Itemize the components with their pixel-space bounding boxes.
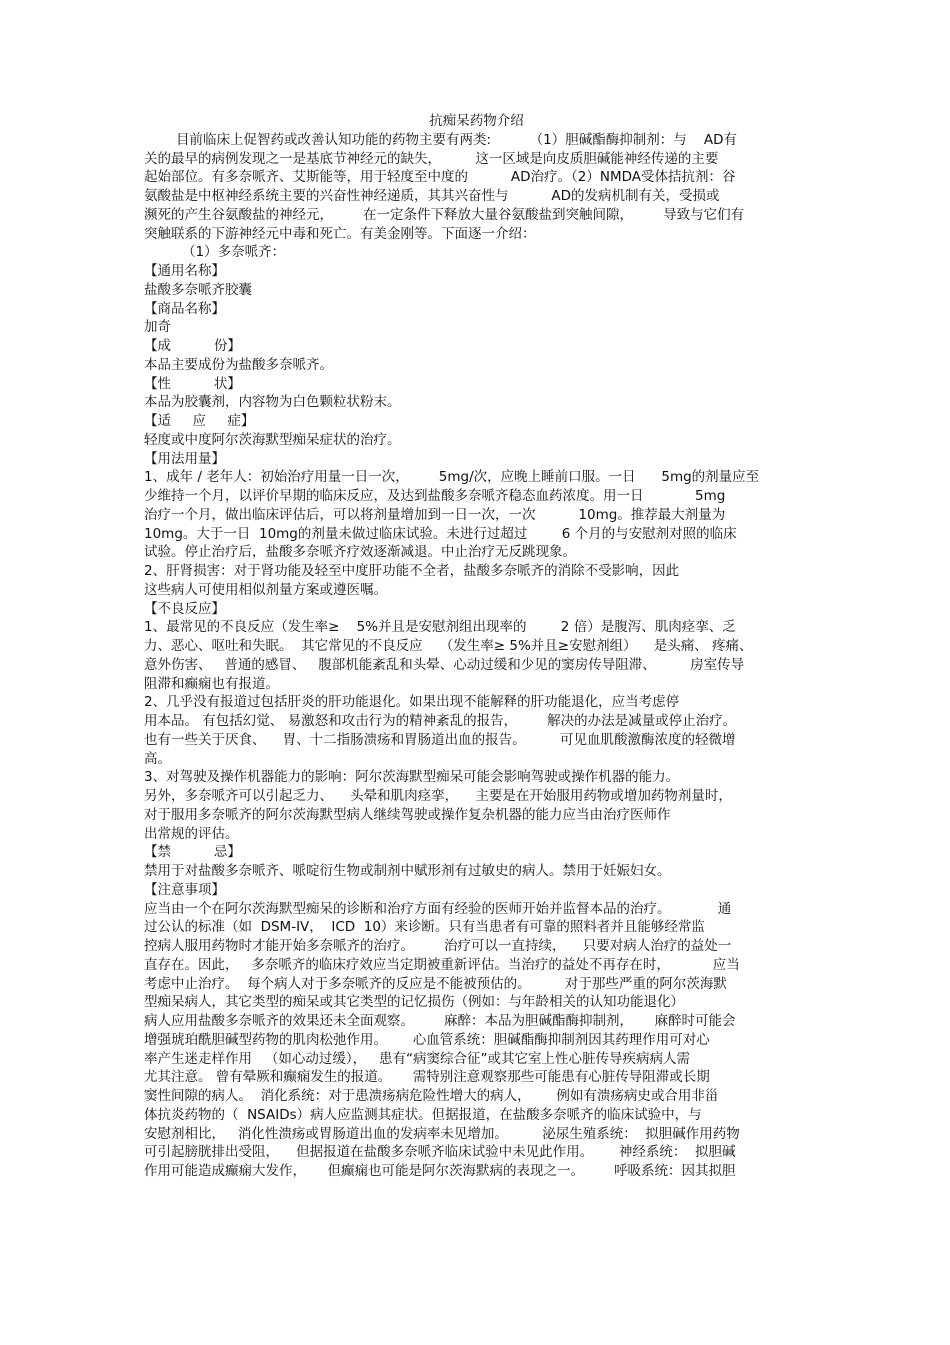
text-line: 突触联系的下游神经元中毒和死亡。有美金刚等。下面逐一介绍：	[144, 225, 536, 242]
text-line: 体抗炎药物的（ NSAIDs）病人应监测其症状。但据报道，在盐酸多奈哌齐的临床试验中，与	[144, 1106, 702, 1123]
document-title: 抗痴呆药物介绍	[429, 113, 524, 129]
text-line: 治疗一个月，做出临床评估后，可以将剂量增加到一日一次，一次 10mg。推荐最大剂量为	[144, 506, 726, 523]
text-line: 关的最早的病例发现之一是基底节神经元的缺失， 这一区域是向皮质胆碱能神经传递的主要	[144, 150, 719, 167]
section-subheading: （1）多奈哌齐：	[182, 244, 286, 261]
text-line: 2、肝肾损害：对于肾功能及轻至中度肝功能不全者，盐酸多奈哌齐的消除不受影响，因此	[144, 563, 680, 579]
text-line: 也有一些关于厌食、 胃、十二指肠溃疡和胃肠道出血的报告。 可见血肌酸激酶浓度的轻微增	[144, 731, 736, 748]
text-line: 过公认的标准（如 DSM-IV， ICD 10）来诊断。只有当患者有可靠的照料者并且能够经常监	[144, 919, 705, 936]
section-heading: 【成 份】	[144, 338, 241, 354]
document-body	[144, 112, 809, 1181]
text-line: 1、最常见的不良反应（发生率≥ 5%并且是安慰剂组出现率的 2 倍）是腹泻、肌肉痉挛、乏	[144, 619, 736, 636]
section-heading: 【适 应 症】	[144, 413, 255, 429]
text-line: 可引起膀胱排出受阻， 但据报道在盐酸多奈哌齐临床试验中未见此作用。 神经系统： 拟胆碱	[144, 1144, 736, 1161]
section-heading: 【注意事项】	[144, 881, 225, 898]
text-line: 用本品。 有包括幻觉、 易激怒和攻击行为的精神紊乱的报告， 解决的办法是减量或停止治疗。	[144, 713, 737, 729]
text-line: 出常规的评估。	[144, 825, 239, 842]
section-heading: 【禁 忌】	[144, 844, 241, 861]
text-line: 安慰剂相比， 消化性溃疡或胃肠道出血的发病率未见增加。 泌尿生殖系统： 拟胆碱作用药物	[144, 1125, 740, 1142]
text-line: 加奇	[144, 319, 171, 336]
text-line: 本品主要成份为盐酸多奈哌齐。	[144, 356, 333, 373]
text-line: 力、恶心、呕吐和失眠。 其它常见的不良反应 （发生率≥ 5%并且≥安慰剂组） 是头痛、 疼痛、	[144, 638, 753, 654]
text-line: 这些病人可使用相似剂量方案或遵医嘱。	[144, 581, 387, 598]
text-line: 盐酸多奈哌齐胶囊	[144, 281, 252, 298]
text-line: 另外，多奈哌齐可以引起乏力、 头晕和肌肉痉挛， 主要是在开始服用药物或增加药物剂量时，	[144, 788, 732, 804]
text-line: 型痴呆病人，其它类型的痴呆或其它类型的记忆损伤（例如：与年龄相关的认知功能退化）	[144, 994, 684, 1011]
section-heading: 【不良反应】	[144, 600, 225, 617]
section-heading: 【性 状】	[144, 375, 241, 392]
text-line: 濒死的产生谷氨酸盐的神经元， 在一定条件下释放大量谷氨酸盐到突触间隙， 导致与它们有	[144, 206, 745, 223]
text-line: 尤其注意。 曾有晕厥和癫痫发生的报道。 需特别注意观察那些可能患有心脏传导阻滞或长期	[144, 1069, 710, 1086]
text-line: 轻度或中度阿尔茨海默型痴呆症状的治疗。	[144, 431, 401, 448]
text-line: 窦性间隙的病人。 消化系统：对于患溃疡病危险性增大的病人， 例如有溃疡病史或合用非甾	[144, 1088, 719, 1104]
text-line: 增强琥珀酰胆碱型药物的肌肉松弛作用。 心血管系统：胆碱酯酶抑制剂因其药理作用可对心	[144, 1031, 710, 1048]
text-line: 禁用于对盐酸多奈哌齐、哌啶衍生物或制剂中赋形剂有过敏史的病人。禁用于妊娠妇女。	[144, 863, 671, 879]
text-line: 本品为胶囊剂，内容物为白色颗粒状粉末。	[144, 394, 401, 411]
section-heading: 【商品名称】	[144, 300, 225, 317]
section-heading: 【通用名称】	[144, 263, 225, 279]
text-line: 2、几乎没有报道过包括肝炎的肝功能退化。如果出现不能解释的肝功能退化，应当考虑停	[144, 694, 680, 711]
text-line: 率产生迷走样作用 （如心动过缓）， 患有“病窦综合征”或其它室上性心脏传导疾病病人需	[144, 1050, 690, 1067]
section-heading: 【用法用量】	[144, 450, 225, 467]
text-line: 起始部位。有多奈哌齐、艾斯能等，用于轻度至中度的 AD治疗。（2）NMDA受体拮抗剂：谷	[144, 169, 736, 186]
text-line: 试验。停止治疗后，盐酸多奈哌齐疗效逐渐减退。中止治疗无反跳现象。	[144, 544, 576, 561]
text-line: 目前临床上促智药或改善认知功能的药物主要有两类: （1）胆碱酯酶抑制剂：与 AD有	[176, 131, 738, 148]
text-line: 对于服用多奈哌齐的阿尔茨海默型病人继续驾驶或操作复杂机器的能力应当由治疗医师作	[144, 806, 671, 823]
text-line: 少维持一个月，以评价早期的临床反应，及达到盐酸多奈哌齐稳态血药浓度。用一日 5mg	[144, 488, 726, 504]
text-line: 10mg。大于一日 10mg的剂量未做过临床试验。未进行过超过 6 个月的与安慰剂对照的临床	[144, 525, 737, 542]
text-line: 高。	[144, 750, 171, 767]
text-line: 1、成年 / 老年人：初始治疗用量一日一次， 5mg/次，应晚上睡前口服。一日 5mg的剂量应至	[144, 469, 760, 486]
text-line: 3、对驾驶及操作机器能力的影响：阿尔茨海默型痴呆可能会影响驾驶或操作机器的能力。	[144, 769, 680, 786]
text-line: 直存在。因此， 多奈哌齐的临床疗效应当定期被重新评估。当治疗的益处不再存在时， 应当	[144, 956, 740, 973]
text-line: 阻滞和癫痫也有报道。	[144, 675, 279, 692]
text-line: 意外伤害、 普通的感冒、 腹部机能紊乱和头晕、心动过缓和少见的窦房传导阻滞、 房室传导	[144, 656, 745, 673]
text-line: 病人应用盐酸多奈哌齐的效果还未全面观察。 麻醉：本品为胆碱酯酶抑制剂， 麻醉时可能会	[144, 1013, 736, 1029]
text-line: 应当由一个在阿尔茨海默型痴呆的诊断和治疗方面有经验的医师开始并监督本品的治疗。 通	[144, 900, 732, 917]
text-line: 考虑中止治疗。 每个病人对于多奈哌齐的反应是不能被预估的。 对于那些严重的阿尔茨海默	[144, 975, 727, 992]
text-line: 控病人服用药物时才能开始多奈哌齐的治疗。 治疗可以一直持续， 只要对病人治疗的益处一	[144, 938, 732, 954]
text-line: 氨酸盐是中枢神经系统主要的兴奋性神经递质，其其兴奋性与 AD的发病机制有关，受损或	[144, 188, 720, 204]
text-line: 作用可能造成癫痫大发作， 但癫痫也可能是阿尔茨海默病的表现之一。 呼吸系统：因其拟胆	[144, 1163, 736, 1179]
